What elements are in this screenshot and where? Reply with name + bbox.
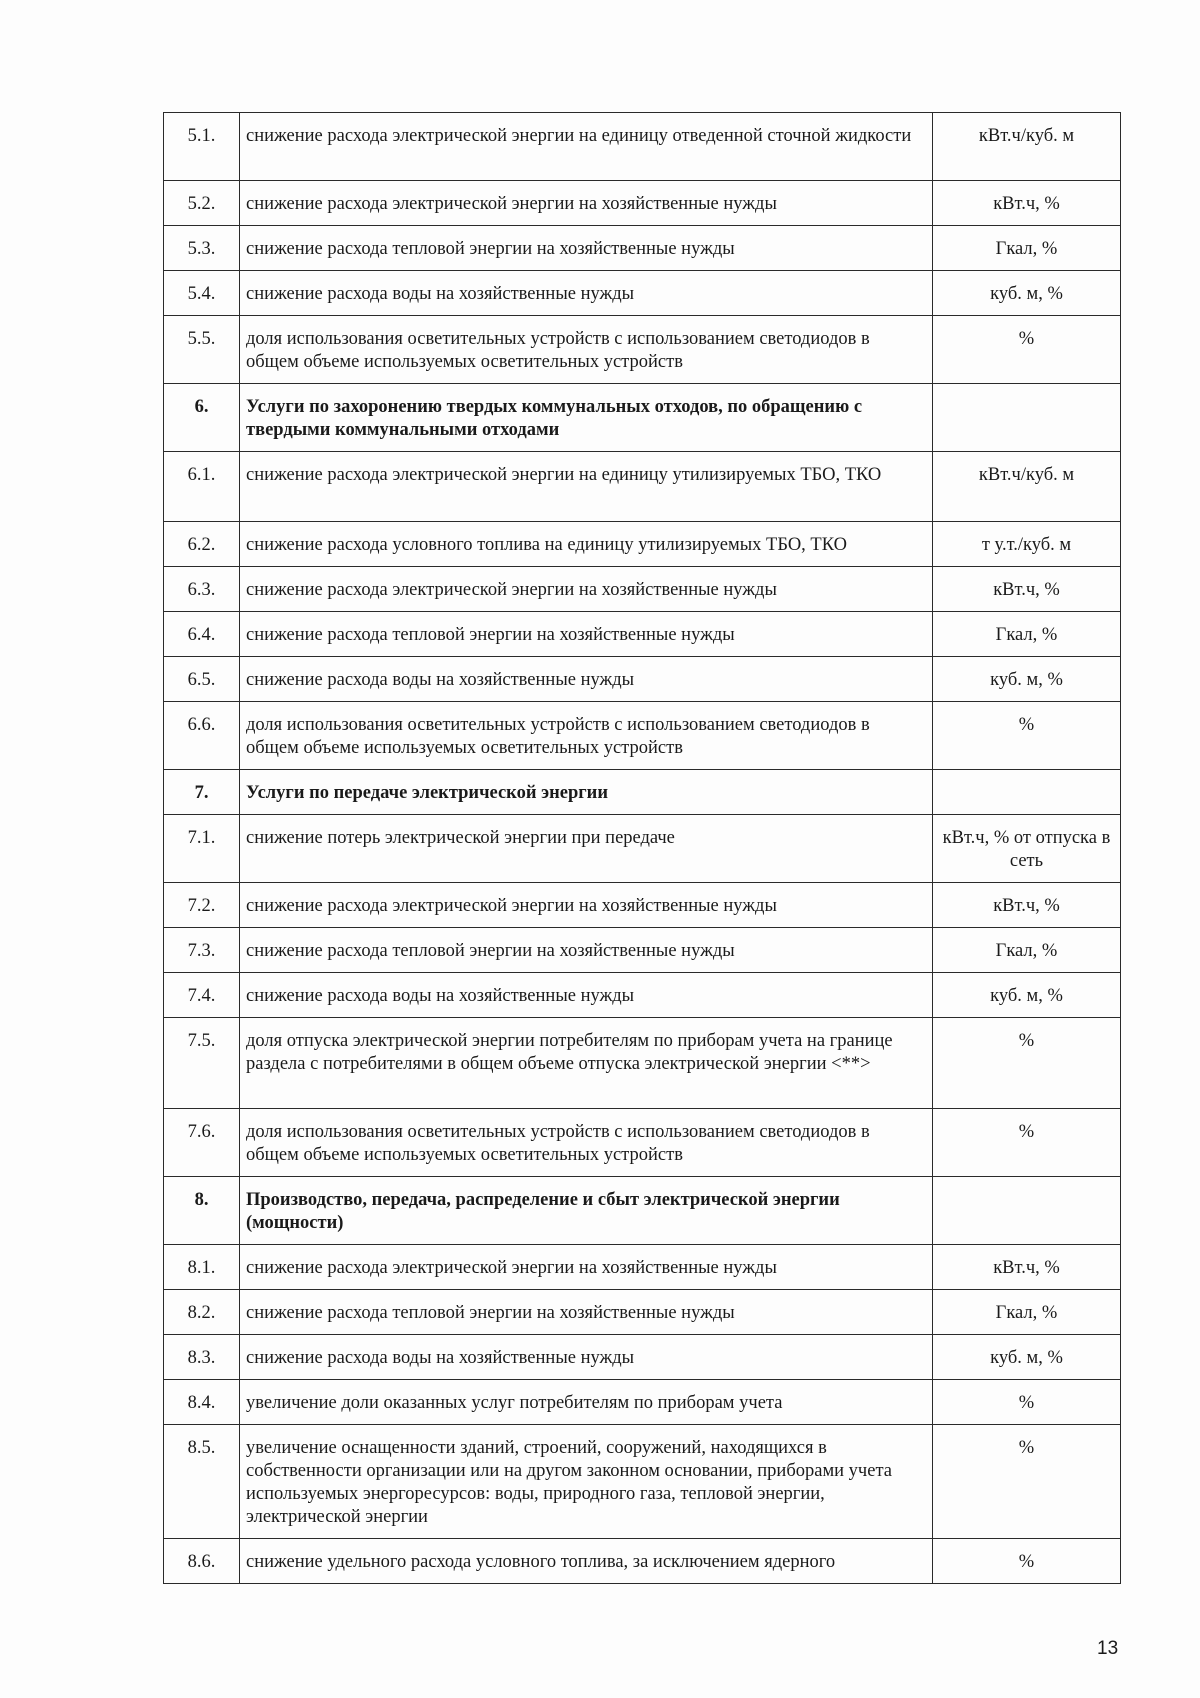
unit-cell: кВт.ч, % bbox=[933, 567, 1121, 612]
row-number-cell: 7.1. bbox=[164, 815, 240, 883]
unit-cell: кВт.ч, % bbox=[933, 181, 1121, 226]
table-row bbox=[164, 1335, 1121, 1380]
section-header-row bbox=[164, 770, 1121, 815]
unit-cell bbox=[933, 384, 1121, 452]
unit-cell: кВт.ч, % от отпуска в сеть bbox=[933, 815, 1121, 883]
row-number-cell: 7. bbox=[164, 770, 240, 815]
unit-cell: т у.т./куб. м bbox=[933, 522, 1121, 567]
unit-cell: Гкал, % bbox=[933, 226, 1121, 271]
indicator-description-cell: доля отпуска электрической энергии потребителям по приборам учета на границе раздела с потребителями в общем объеме отпуска электрической энергии <**> bbox=[240, 1018, 933, 1109]
table-row bbox=[164, 815, 1121, 883]
row-number-cell: 8.5. bbox=[164, 1425, 240, 1539]
row-number-cell: 8.3. bbox=[164, 1335, 240, 1380]
table-row bbox=[164, 181, 1121, 226]
table-row bbox=[164, 928, 1121, 973]
unit-cell: кВт.ч, % bbox=[933, 1245, 1121, 1290]
table-row bbox=[164, 702, 1121, 770]
row-number-cell: 8.4. bbox=[164, 1380, 240, 1425]
indicator-description-cell: снижение расхода условного топлива на единицу утилизируемых ТБО, ТКО bbox=[240, 522, 933, 567]
unit-cell: Гкал, % bbox=[933, 1290, 1121, 1335]
unit-cell: кВт.ч/куб. м bbox=[933, 113, 1121, 181]
indicator-description-cell: снижение расхода воды на хозяйственные нужды bbox=[240, 271, 933, 316]
indicators-table bbox=[163, 112, 1121, 1584]
unit-cell: куб. м, % bbox=[933, 271, 1121, 316]
indicator-description-cell: снижение расхода тепловой энергии на хозяйственные нужды bbox=[240, 1290, 933, 1335]
indicator-description-cell: снижение расхода электрической энергии на единицу отведенной сточной жидкости bbox=[240, 113, 933, 181]
table-row bbox=[164, 612, 1121, 657]
unit-cell bbox=[933, 770, 1121, 815]
indicator-description-cell: увеличение оснащенности зданий, строений, сооружений, находящихся в собственности организации или на другом законном основании, приборами учета используемых энергоресурсов: воды, природного газа, тепловой энергии, электрической энергии bbox=[240, 1425, 933, 1539]
table-row bbox=[164, 1425, 1121, 1539]
indicator-description-cell: снижение расхода электрической энергии на хозяйственные нужды bbox=[240, 181, 933, 226]
unit-cell: % bbox=[933, 1425, 1121, 1539]
unit-cell: Гкал, % bbox=[933, 612, 1121, 657]
indicator-description-cell: снижение расхода электрической энергии на хозяйственные нужды bbox=[240, 1245, 933, 1290]
section-header-row bbox=[164, 1177, 1121, 1245]
row-number-cell: 5.1. bbox=[164, 113, 240, 181]
indicator-description-cell: снижение расхода электрической энергии на единицу утилизируемых ТБО, ТКО bbox=[240, 452, 933, 522]
row-number-cell: 6.6. bbox=[164, 702, 240, 770]
row-number-cell: 8.1. bbox=[164, 1245, 240, 1290]
indicator-description-cell: снижение расхода тепловой энергии на хозяйственные нужды bbox=[240, 612, 933, 657]
indicator-description-cell: снижение расхода электрической энергии на хозяйственные нужды bbox=[240, 567, 933, 612]
table-row bbox=[164, 973, 1121, 1018]
table-row bbox=[164, 883, 1121, 928]
indicators-table-body bbox=[164, 113, 1121, 1584]
table-row bbox=[164, 226, 1121, 271]
indicator-description-cell: снижение удельного расхода условного топлива, за исключением ядерного bbox=[240, 1539, 933, 1584]
unit-cell: кВт.ч, % bbox=[933, 883, 1121, 928]
indicator-description-cell: доля использования осветительных устройств с использованием светодиодов в общем объеме используемых осветительных устройств bbox=[240, 1109, 933, 1177]
indicator-description-cell: снижение расхода тепловой энергии на хозяйственные нужды bbox=[240, 928, 933, 973]
row-number-cell: 8. bbox=[164, 1177, 240, 1245]
row-number-cell: 6.2. bbox=[164, 522, 240, 567]
section-title-cell: Услуги по захоронению твердых коммунальных отходов, по обращению с твердыми коммунальными отходами bbox=[240, 384, 933, 452]
row-number-cell: 6.3. bbox=[164, 567, 240, 612]
table-row bbox=[164, 113, 1121, 181]
row-number-cell: 7.4. bbox=[164, 973, 240, 1018]
unit-cell: % bbox=[933, 1380, 1121, 1425]
row-number-cell: 6. bbox=[164, 384, 240, 452]
table-row bbox=[164, 316, 1121, 384]
table-row bbox=[164, 271, 1121, 316]
table-row bbox=[164, 1539, 1121, 1584]
unit-cell: Гкал, % bbox=[933, 928, 1121, 973]
table-row bbox=[164, 452, 1121, 522]
row-number-cell: 6.5. bbox=[164, 657, 240, 702]
row-number-cell: 6.4. bbox=[164, 612, 240, 657]
table-row bbox=[164, 1380, 1121, 1425]
indicator-description-cell: снижение расхода воды на хозяйственные нужды bbox=[240, 973, 933, 1018]
row-number-cell: 8.2. bbox=[164, 1290, 240, 1335]
unit-cell: кВт.ч/куб. м bbox=[933, 452, 1121, 522]
row-number-cell: 7.2. bbox=[164, 883, 240, 928]
unit-cell: куб. м, % bbox=[933, 1335, 1121, 1380]
section-title-cell: Услуги по передаче электрической энергии bbox=[240, 770, 933, 815]
row-number-cell: 6.1. bbox=[164, 452, 240, 522]
page-number: 13 bbox=[1097, 1638, 1119, 1659]
row-number-cell: 7.6. bbox=[164, 1109, 240, 1177]
row-number-cell: 5.4. bbox=[164, 271, 240, 316]
unit-cell: куб. м, % bbox=[933, 973, 1121, 1018]
table-row bbox=[164, 567, 1121, 612]
row-number-cell: 5.2. bbox=[164, 181, 240, 226]
unit-cell: % bbox=[933, 702, 1121, 770]
indicator-description-cell: снижение расхода воды на хозяйственные нужды bbox=[240, 657, 933, 702]
unit-cell: % bbox=[933, 1539, 1121, 1584]
table-row bbox=[164, 1109, 1121, 1177]
section-title-cell: Производство, передача, распределение и сбыт электрической энергии (мощности) bbox=[240, 1177, 933, 1245]
indicator-description-cell: увеличение доли оказанных услуг потребителям по приборам учета bbox=[240, 1380, 933, 1425]
row-number-cell: 8.6. bbox=[164, 1539, 240, 1584]
unit-cell: % bbox=[933, 1109, 1121, 1177]
table-row bbox=[164, 657, 1121, 702]
row-number-cell: 7.5. bbox=[164, 1018, 240, 1109]
indicator-description-cell: снижение расхода воды на хозяйственные нужды bbox=[240, 1335, 933, 1380]
indicator-description-cell: доля использования осветительных устройств с использованием светодиодов в общем объеме используемых осветительных устройств bbox=[240, 316, 933, 384]
table-row bbox=[164, 1245, 1121, 1290]
section-header-row bbox=[164, 384, 1121, 452]
indicator-description-cell: снижение расхода тепловой энергии на хозяйственные нужды bbox=[240, 226, 933, 271]
row-number-cell: 5.3. bbox=[164, 226, 240, 271]
table-row bbox=[164, 1018, 1121, 1109]
indicator-description-cell: доля использования осветительных устройств с использованием светодиодов в общем объеме используемых осветительных устройств bbox=[240, 702, 933, 770]
unit-cell: % bbox=[933, 1018, 1121, 1109]
row-number-cell: 5.5. bbox=[164, 316, 240, 384]
indicator-description-cell: снижение расхода электрической энергии на хозяйственные нужды bbox=[240, 883, 933, 928]
row-number-cell: 7.3. bbox=[164, 928, 240, 973]
table-row bbox=[164, 522, 1121, 567]
unit-cell: % bbox=[933, 316, 1121, 384]
indicator-description-cell: снижение потерь электрической энергии при передаче bbox=[240, 815, 933, 883]
unit-cell: куб. м, % bbox=[933, 657, 1121, 702]
unit-cell bbox=[933, 1177, 1121, 1245]
table-row bbox=[164, 1290, 1121, 1335]
